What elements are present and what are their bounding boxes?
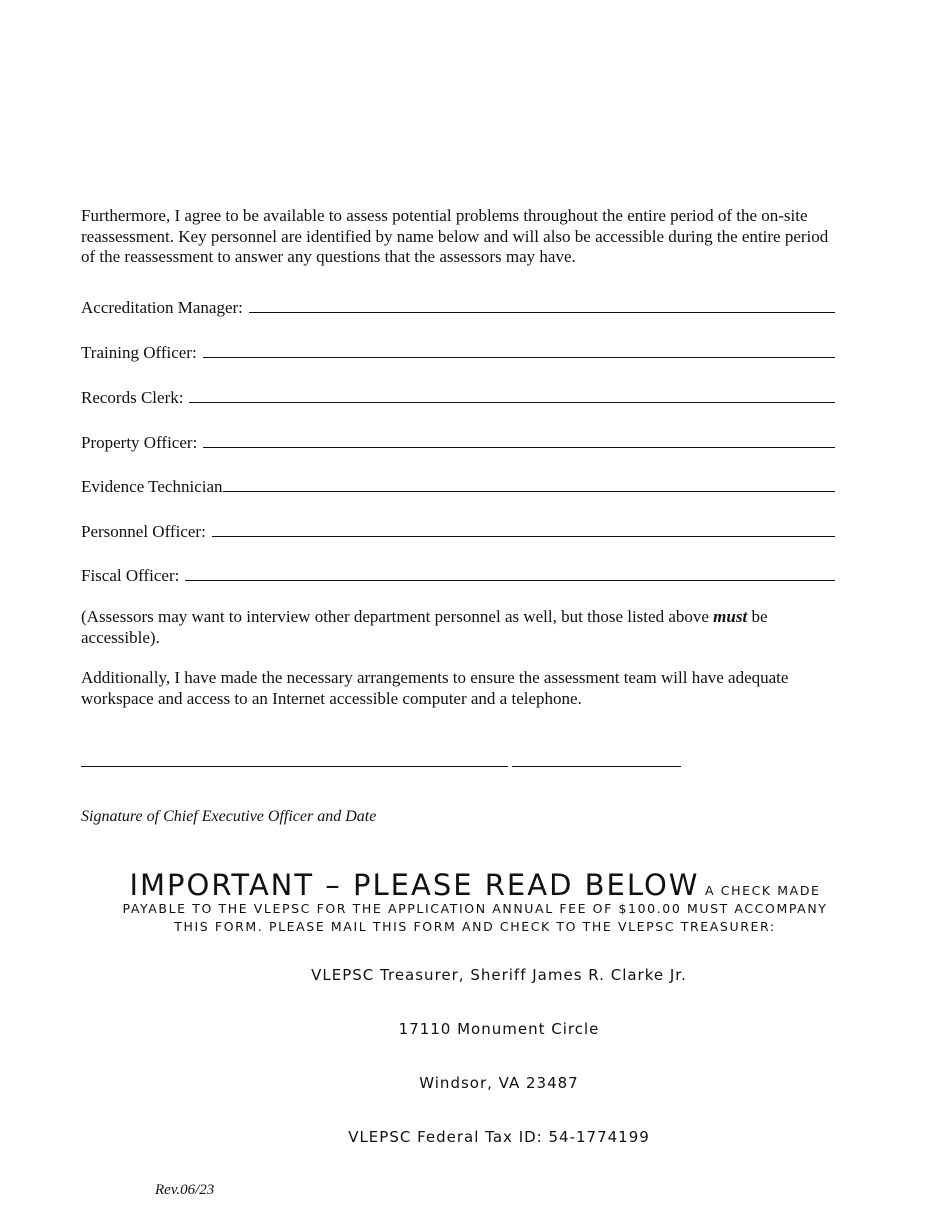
signature-caption: Signature of Chief Executive Officer and Date bbox=[81, 808, 377, 825]
intro-paragraph: Furthermore, I agree to be available to assess potential problems throughout the entire period of the on-site reassessment. Key personnel are identified by name below and will also be accessible during the entire period of the reassessment to answer any questions that the assessors may have. bbox=[81, 206, 829, 266]
personnel-officer-line[interactable] bbox=[212, 536, 835, 537]
records-clerk-line[interactable] bbox=[189, 402, 835, 403]
training-officer-field[interactable] bbox=[81, 339, 835, 363]
date-line[interactable] bbox=[512, 766, 681, 767]
accreditation-manager-line[interactable] bbox=[249, 312, 835, 313]
assessors-note-part1: (Assessors may want to interview other department personnel as well, but those listed above bbox=[81, 607, 709, 626]
training-officer-label: Training Officer: bbox=[81, 343, 197, 362]
training-officer-line[interactable] bbox=[203, 357, 835, 358]
accreditation-manager-field[interactable] bbox=[81, 294, 835, 318]
evidence-technician-field[interactable] bbox=[81, 473, 835, 497]
important-notice bbox=[120, 868, 830, 936]
additional-paragraph: Additionally, I have made the necessary arrangements to ensure the assessment team will have adequate workspace and access to an Internet accessible computer and a telephone. bbox=[81, 668, 789, 708]
fiscal-officer-field[interactable] bbox=[81, 562, 835, 586]
signature-line[interactable] bbox=[81, 766, 508, 767]
important-heading: IMPORTANT – PLEASE READ BELOW bbox=[129, 868, 700, 902]
treasurer-name: VLEPSC Treasurer, Sheriff James R. Clarke Jr. bbox=[311, 966, 687, 984]
records-clerk-field[interactable] bbox=[81, 384, 835, 408]
assessors-note-part2: be accessible). bbox=[81, 607, 768, 647]
personnel-officer-field[interactable] bbox=[81, 518, 835, 542]
personnel-officer-label: Personnel Officer: bbox=[81, 522, 206, 541]
city-state-zip: Windsor, VA 23487 bbox=[419, 1074, 579, 1092]
records-clerk-label: Records Clerk: bbox=[81, 388, 184, 407]
federal-tax-id: VLEPSC Federal Tax ID: 54-1774199 bbox=[348, 1128, 650, 1146]
property-officer-line[interactable] bbox=[203, 447, 835, 448]
fiscal-officer-line[interactable] bbox=[185, 580, 835, 581]
property-officer-label: Property Officer: bbox=[81, 433, 198, 452]
evidence-technician-line[interactable] bbox=[223, 491, 835, 492]
fiscal-officer-label: Fiscal Officer: bbox=[81, 566, 180, 585]
assessors-note bbox=[81, 607, 801, 648]
important-body: A CHECK MADE PAYABLE TO THE VLEPSC FOR THE APPLICATION ANNUAL FEE OF $100.00 MUST ACCOMPANY THIS FORM. PLEASE MAIL THIS FORM AND CHECK TO THE VLEPSC TREASURER: bbox=[122, 883, 828, 934]
street-address: 17110 Monument Circle bbox=[398, 1020, 600, 1038]
accreditation-manager-label: Accreditation Manager: bbox=[81, 298, 243, 317]
evidence-technician-label: Evidence Technician bbox=[81, 477, 223, 496]
revision-label: Rev.06/23 bbox=[155, 1182, 215, 1198]
property-officer-field[interactable] bbox=[81, 429, 835, 453]
assessors-note-emphasis: must bbox=[713, 607, 748, 626]
